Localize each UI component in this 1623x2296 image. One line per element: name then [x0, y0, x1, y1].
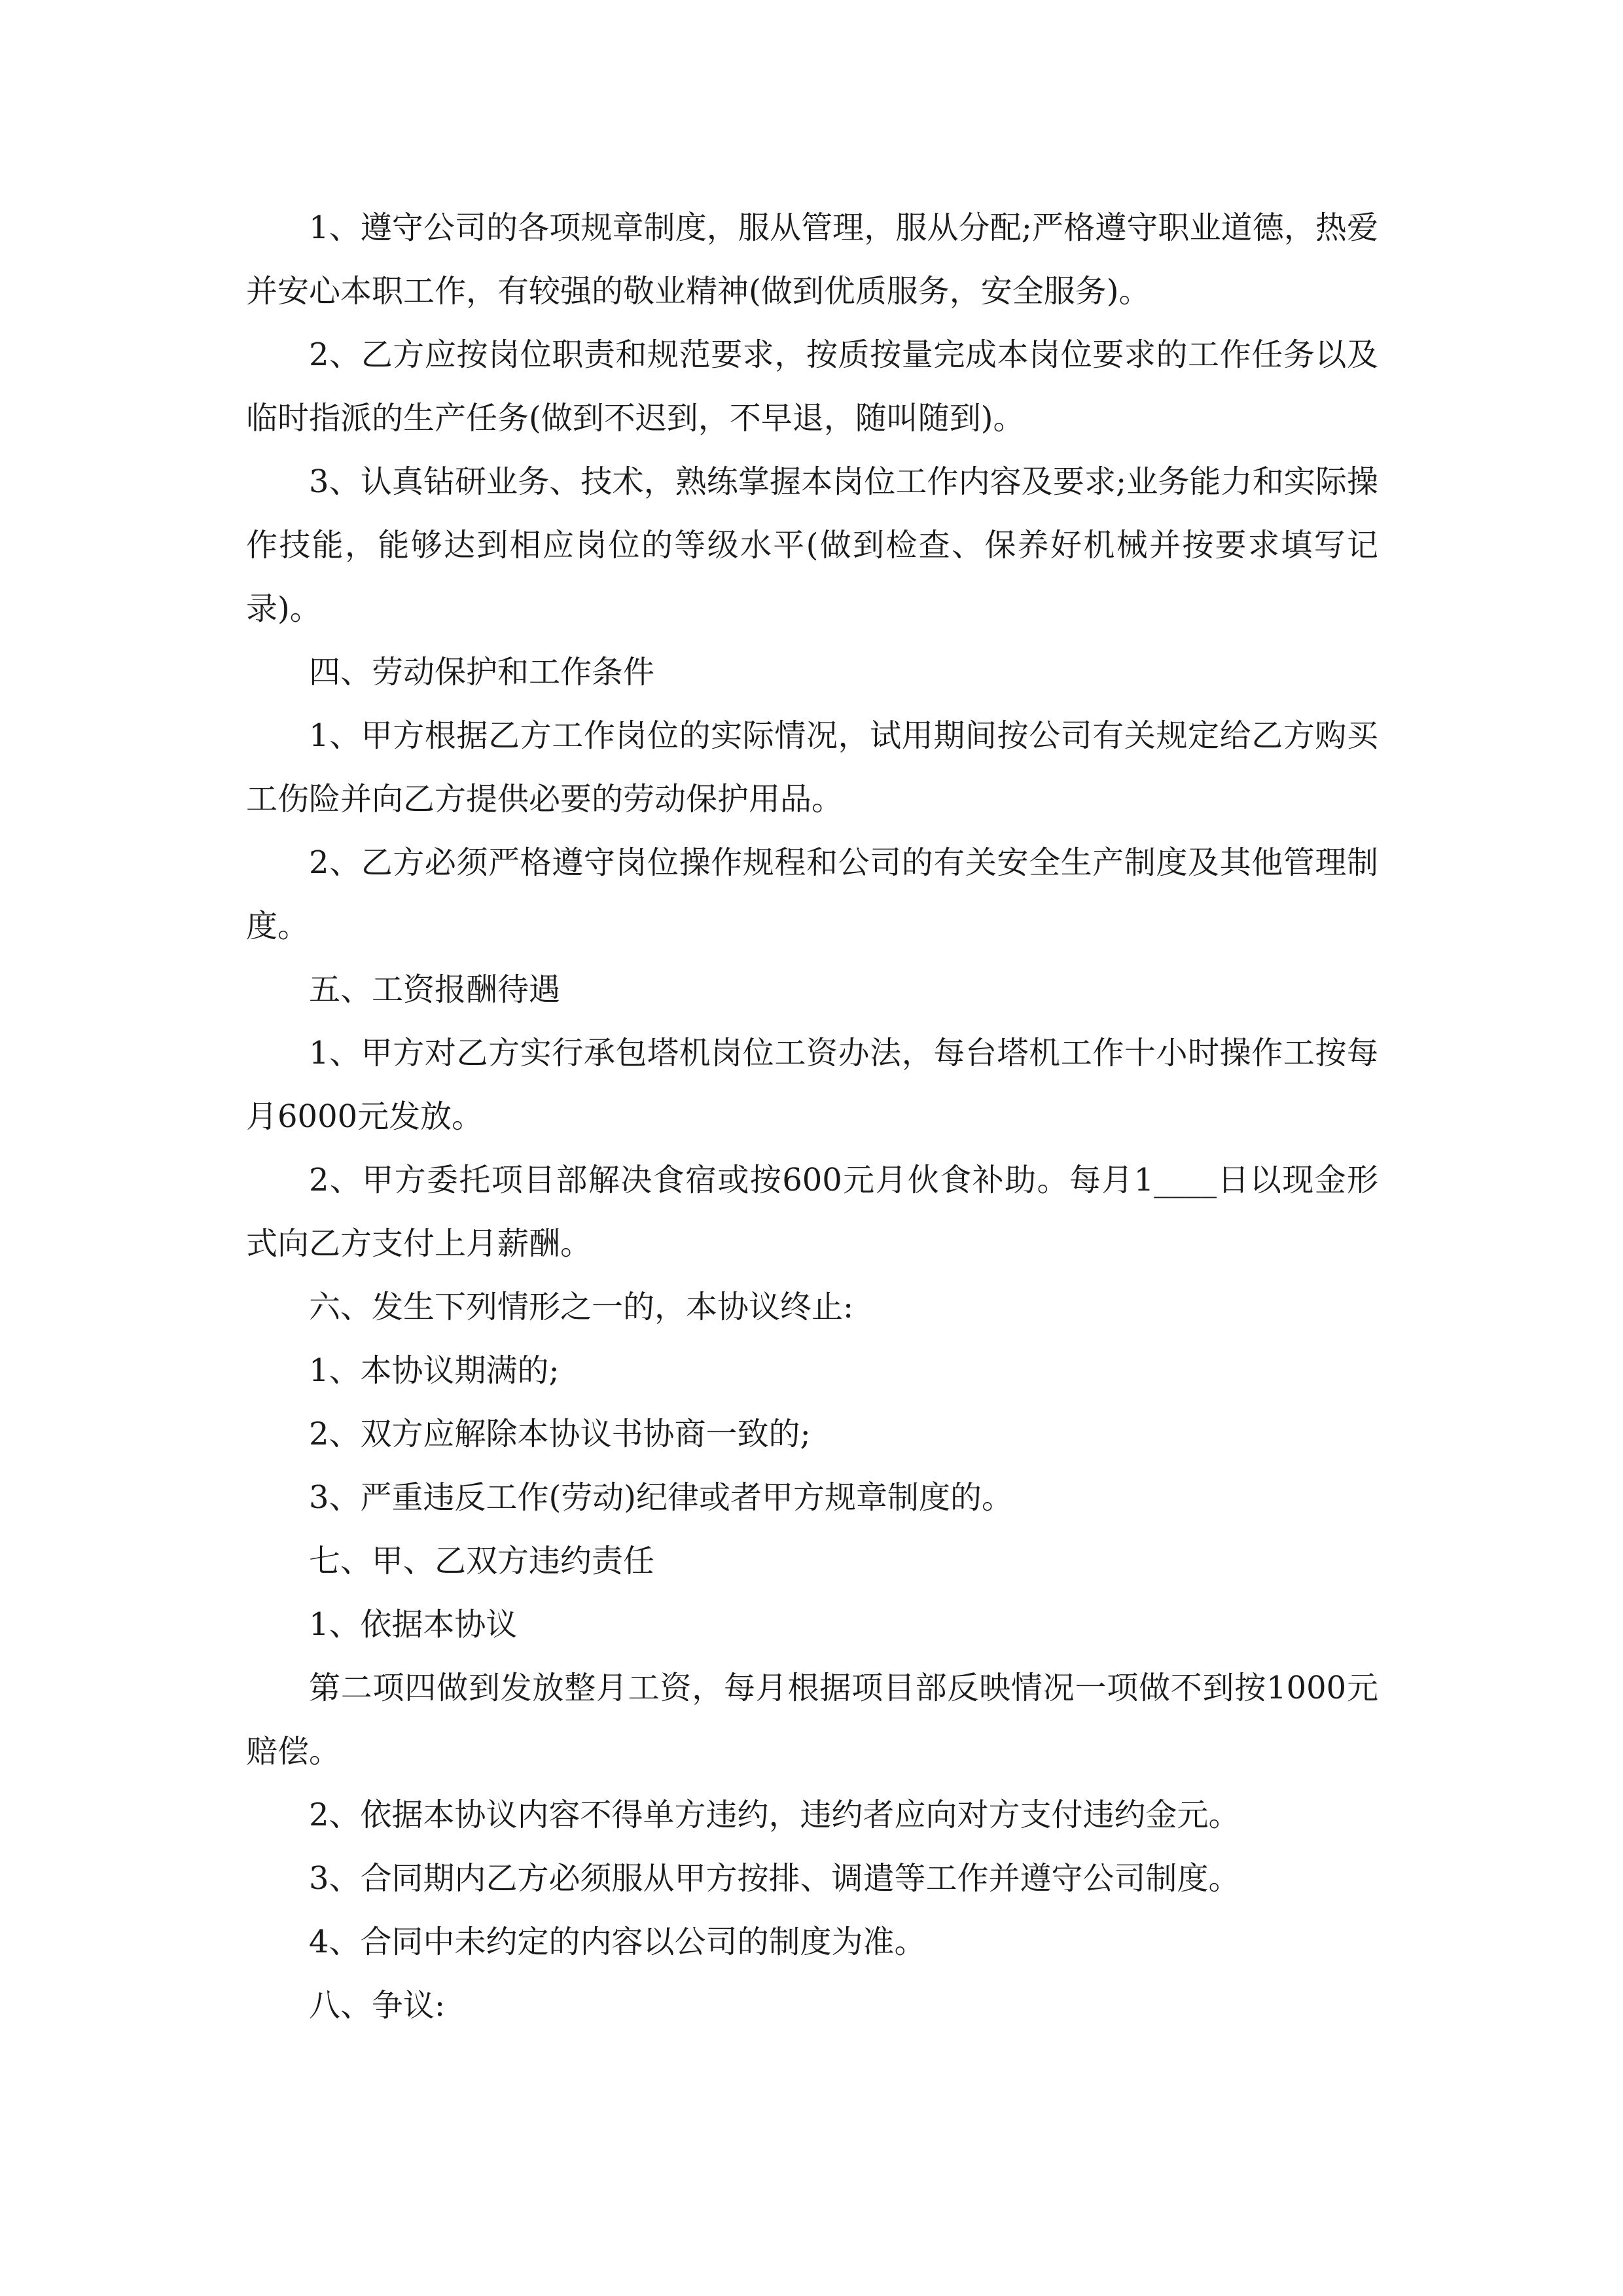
- clause-6-3: 3、严重违反工作(劳动)纪律或者甲方规章制度的。: [309, 1479, 1013, 1516]
- document-body: [246, 196, 1378, 2037]
- clause-6-1: 1、本协议期满的;: [309, 1352, 560, 1389]
- clause-7-1: 1、依据本协议: [309, 1606, 518, 1643]
- clause-5-1: 1、甲方对乙方实行承包塔机岗位工资办法，每台塔机工作十小时操作工按每月6000元发放。: [246, 1035, 1378, 1135]
- clause-6-2: 2、双方应解除本协议书协商一致的;: [309, 1416, 811, 1452]
- section-heading-7: 七、甲、乙双方违约责任: [309, 1543, 655, 1579]
- clause-3-3: 3、认真钻研业务、技术，熟练掌握本岗位工作内容及要求;业务能力和实际操作技能，能够达到相应岗位的等级水平(做到检查、保养好机械并按要求填写记录)。: [246, 463, 1378, 627]
- section-heading-8: 八、争议:: [309, 1987, 446, 2024]
- section-heading-6: 六、发生下列情形之一的，本协议终止:: [309, 1289, 854, 1325]
- clause-5-2: 2、甲方委托项目部解决食宿或按600元月伙食补助。每月1____日以现金形式向乙方支付上月薪酬。: [246, 1162, 1378, 1262]
- clause-3-2: 2、乙方应按岗位职责和规范要求，按质按量完成本岗位要求的工作任务以及临时指派的生产任务(做到不迟到，不早退，随叫随到)。: [246, 336, 1378, 437]
- clause-7-1-detail: 第二项四做到发放整月工资，每月根据项目部反映情况一项做不到按1000元赔偿。: [246, 1670, 1378, 1770]
- section-heading-4: 四、劳动保护和工作条件: [309, 654, 655, 691]
- clause-7-3: 3、合同期内乙方必须服从甲方按排、调遣等工作并遵守公司制度。: [309, 1860, 1240, 1897]
- clause-4-2: 2、乙方必须严格遵守岗位操作规程和公司的有关安全生产制度及其他管理制度。: [246, 844, 1378, 944]
- clause-7-2: 2、依据本协议内容不得单方违约，违约者应向对方支付违约金元。: [309, 1797, 1240, 1833]
- clause-3-1: 1、遵守公司的各项规章制度，服从管理，服从分配;严格遵守职业道德，热爱并安心本职工作，有较强的敬业精神(做到优质服务，安全服务)。: [246, 209, 1378, 310]
- clause-4-1: 1、甲方根据乙方工作岗位的实际情况，试用期间按公司有关规定给乙方购买工伤险并向乙方提供必要的劳动保护用品。: [246, 717, 1378, 817]
- section-heading-5: 五、工资报酬待遇: [309, 971, 561, 1008]
- clause-7-4: 4、合同中未约定的内容以公司的制度为准。: [309, 1924, 926, 1960]
